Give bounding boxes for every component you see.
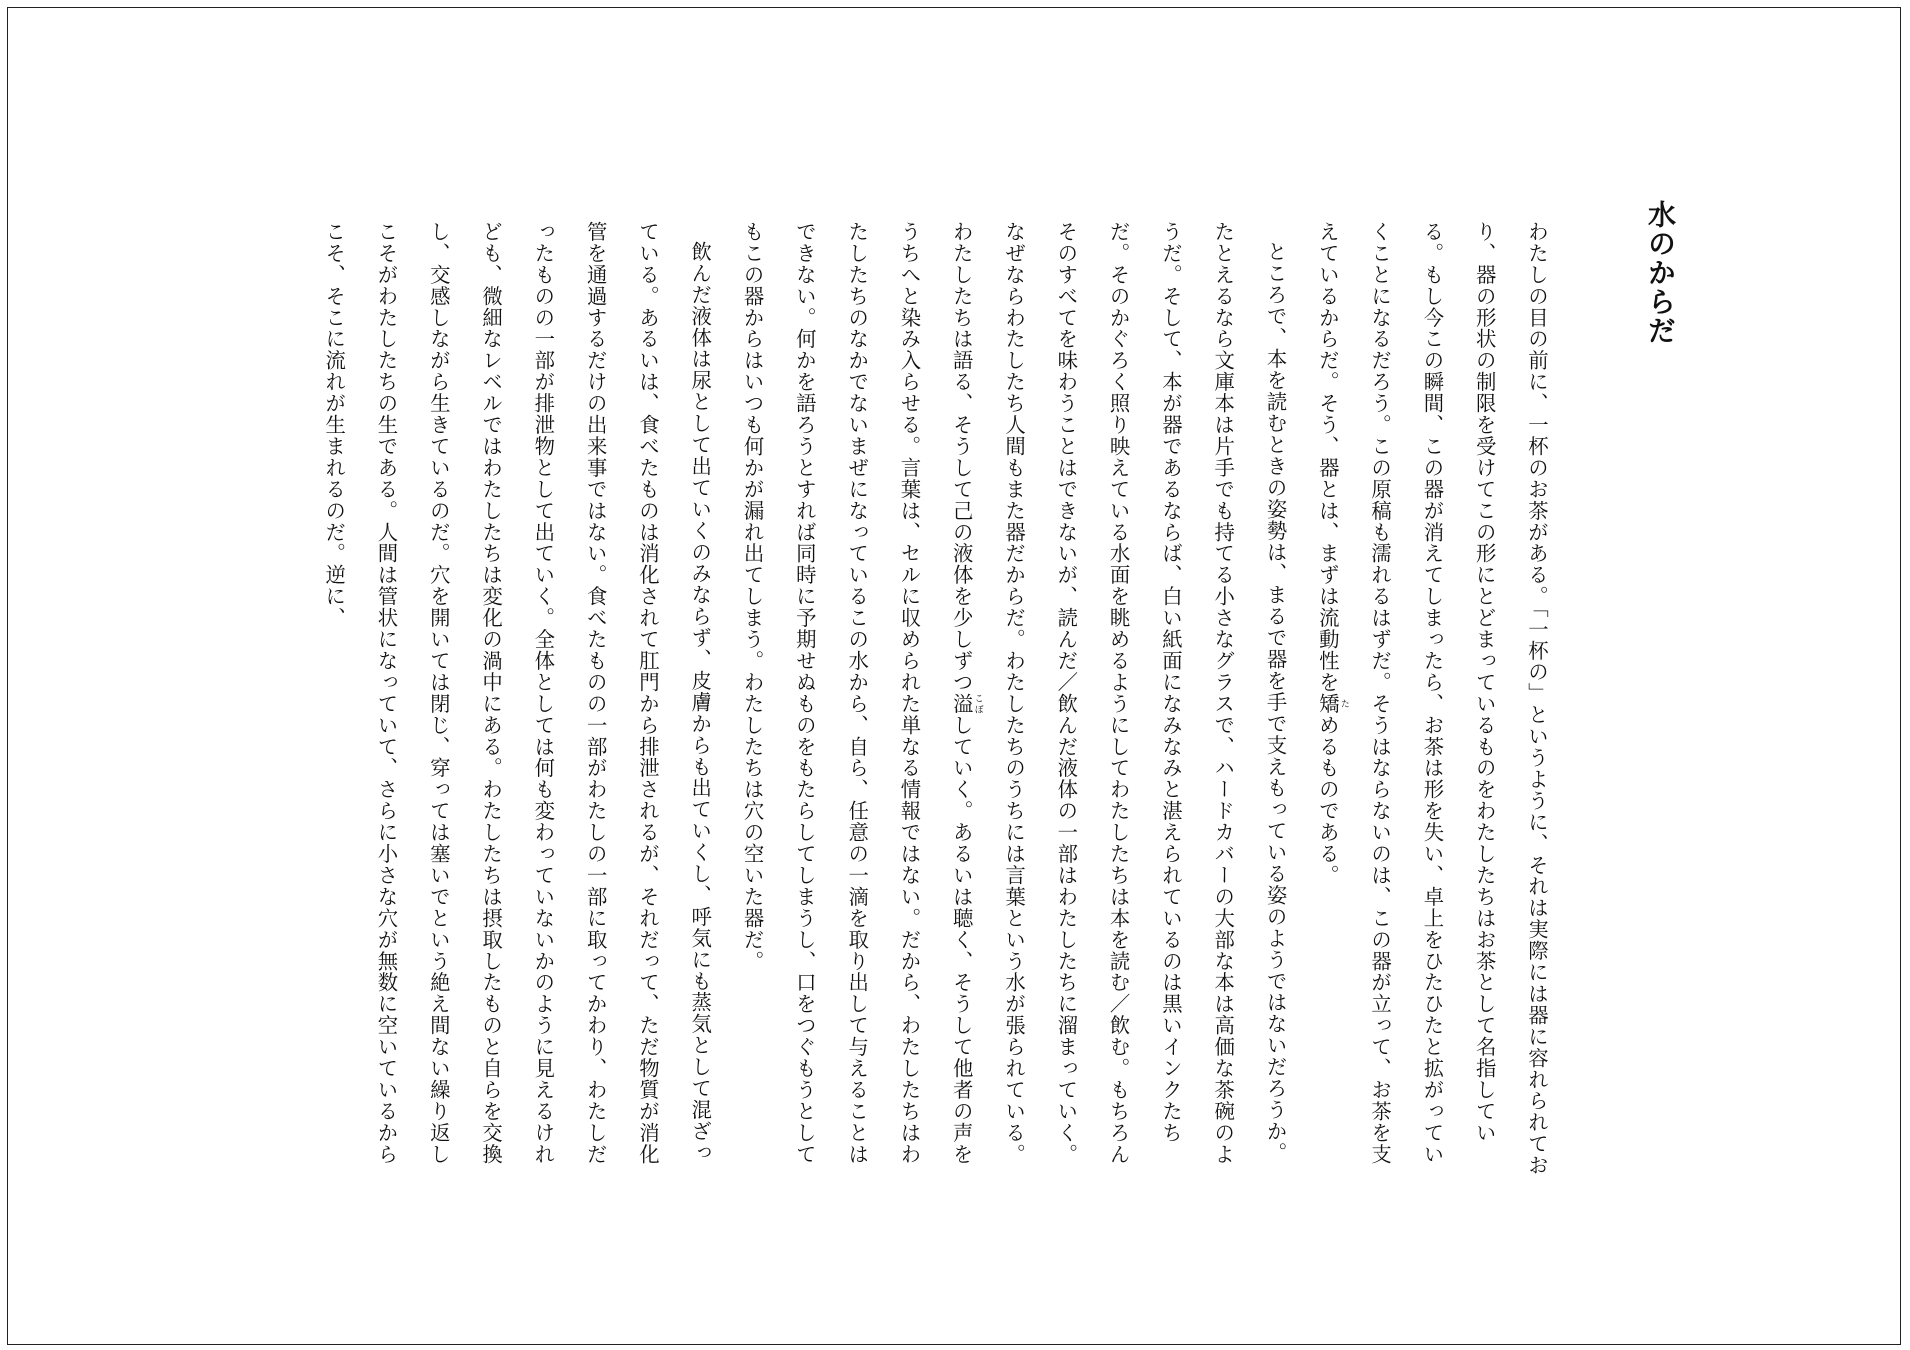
paragraph-text: わたしの目の前に、一杯のお茶がある。「一杯の」というように、それは実際には器に容れられており、器の形状の制限を受けてこの形にとどまっているものをわたしたちはお茶として名指している。もし今この瞬間、この器が消えてしまったら、お茶は形を失い、卓上をひたひたと拡がっていくことになるだろう。この原稿も濡れるはずだ。そうはならないのは、この器が立って、お茶を支えているからだ。そう、器とは、まずは流動性を — [1315, 221, 1549, 1177]
document-title: 水のからだ — [1644, 200, 1677, 345]
document-body — [308, 221, 1563, 1181]
ruby-annotation — [949, 692, 983, 715]
ruby-base: 矯 — [1315, 692, 1340, 715]
paragraph — [1302, 221, 1563, 1181]
ruby-reading: た — [1338, 692, 1349, 715]
page-frame — [7, 7, 1901, 1345]
paragraph-text: めるものである。 — [1315, 714, 1340, 886]
ruby-base: 溢 — [949, 692, 974, 715]
paragraph-text: ところで、本を読むときの姿勢は、まるで器を手で支えもっている姿のようではないだろうか。たとえるなら文庫本は片手でも持てる小さなグラスで、ハードカバーの大部な本は高価な茶碗のようだ。そして、本が器であるならば、白い紙面になみなみと湛えられているのは黒いインクたちだ。そのかぐろく照り映えている水面を眺めるようにしてわたしたちは本を読む／飲む。もちろんそのすべてを味わうことはできないが、読んだ／飲んだ液体の一部はわたしたちに溜まっていく。なぜならわたしたち人間もまた器だからだ。わたしたちのうちには言葉という水が張られている。わたしたちは語る、そうして己の液体を少しずつ — [949, 221, 1288, 1165]
ruby-annotation — [1315, 692, 1349, 715]
paragraph-text: していく。あるいは聴く、そうして他者の声をうちへと染み入らせる。言葉は、セルに収められた単なる情報ではない。だから、わたしたちはわたしたちのなかでないまぜになっているこの水から、自ら、任意の一滴を取り出して与えることはできない。何かを語ろうとすれば同時に予期せぬものをもたらしてしまうし、口をつぐもうとしてもこの器からはいつも何かが漏れ出てしまう。わたしたちは穴の空いた器だ。 — [740, 221, 974, 1165]
paragraph-text: 飲んだ液体は尿として出ていくのみならず、皮膚からも出ていくし、呼気にも蒸気として混ざっている。あるいは、食べたものは消化されて肛門から排泄されるが、それだって、ただ物質が消化管を通過するだけの出来事ではない。食べたものの一部がわたしの一部に取ってかわり、わたしだったものの一部が排泄物として出ていく。全体としては何も変わっていないかのように見えるけれども、微細なレベルではわたしたちは変化の渦中にある。わたしたちは摂取したものと自らを交換し、交感しながら生きているのだ。穴を開いては閉じ、穿っては塞いでという絶え間ない繰り返しこそがわたしたちの生である。人間は管状になっていて、さらに小さな穴が無数に空いているからこそ、そこに流れが生まれるのだ。逆に、 — [322, 221, 713, 1165]
ruby-reading: こぼ — [972, 692, 983, 715]
paragraph — [726, 221, 1301, 1181]
paragraph — [308, 221, 726, 1181]
